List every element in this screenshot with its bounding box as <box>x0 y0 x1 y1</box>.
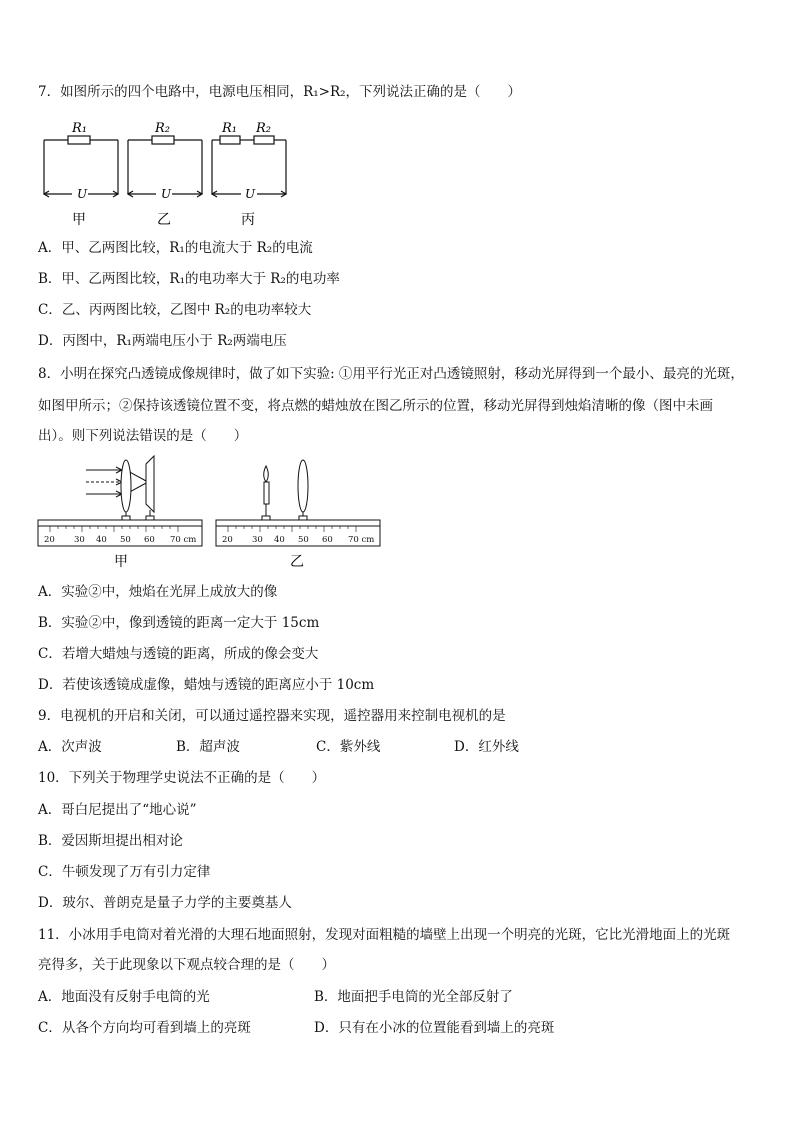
svg-text:60: 60 <box>144 535 155 545</box>
svg-text:50: 50 <box>298 535 309 545</box>
q8-stem-line-2: 如图甲所示；②保持该透镜位置不变，将点燃的蜡烛放在图乙所示的位置，移动光屏得到烛焰清晰的像（图中未画 <box>38 398 713 414</box>
svg-text:40: 40 <box>274 535 285 545</box>
svg-text:50: 50 <box>120 535 131 545</box>
q9-options <box>38 739 519 755</box>
svg-text:20: 20 <box>222 535 233 545</box>
q11-option-a: A．地面没有反射手电筒的光 <box>38 989 210 1005</box>
q11-option-c: C．从各个方向均可看到墙上的亮斑 <box>38 1020 251 1036</box>
q7-circuit-figure <box>40 116 290 228</box>
q11-option-b: B．地面把手电筒的光全部反射了 <box>314 989 513 1005</box>
q9-option-c: C．紫外线 <box>316 739 381 755</box>
circuit-yi-r2: R₂ <box>155 121 170 136</box>
q8-option-d: D．若使该透镜成虚像，蜡烛与透镜的距离应小于 10cm <box>38 677 375 693</box>
q10-option-b: B．爱因斯坦提出相对论 <box>38 833 183 849</box>
circuit-bing-caption: 丙 <box>241 212 255 228</box>
bench-jia <box>38 456 202 546</box>
q8-stem-line-3: 出）。则下列说法错误的是（ ） <box>38 428 248 444</box>
svg-text:20: 20 <box>44 535 55 545</box>
q7-stem: 7．如图所示的四个电路中，电源电压相同，R₁>R₂，下列说法正确的是（ ） <box>38 84 522 100</box>
q11-stem-line-2: 亮得多，关于此现象以下观点较合理的是（ ） <box>38 957 335 973</box>
q7-option-b: B．甲、乙两图比较，R₁的电功率大于 R₂的电功率 <box>38 271 340 287</box>
circuit-jia-r1: R₁ <box>72 121 87 136</box>
q10-stem: 10．下列关于物理学史说法不正确的是（ ） <box>38 770 326 786</box>
q7-option-c: C．乙、丙两图比较，乙图中 R₂的电功率较大 <box>38 302 312 318</box>
q10-option-a: A．哥白尼提出了“地心说” <box>38 802 197 818</box>
svg-text:70 cm: 70 cm <box>348 535 375 545</box>
q10-option-d: D．玻尔、普朗克是量子力学的主要奠基人 <box>38 895 292 911</box>
bench-yi <box>216 460 380 546</box>
q7-option-d: D．丙图中，R₁两端电压小于 R₂两端电压 <box>38 333 287 349</box>
circuit-yi-caption: 乙 <box>157 212 171 228</box>
svg-text:70 cm: 70 cm <box>170 535 197 545</box>
q9-option-d: D．红外线 <box>454 739 519 755</box>
circuit-jia-u: U <box>77 187 88 201</box>
svg-text:60: 60 <box>322 535 333 545</box>
q9-stem: 9．电视机的开启和关闭，可以通过遥控器来实现，遥控器用来控制电视机的是 <box>38 708 506 724</box>
q11-option-d: D．只有在小冰的位置能看到墙上的亮斑 <box>314 1020 555 1036</box>
q8-stem-line-1: 8．小明在探究凸透镜成像规律时，做了如下实验: ①用平行光正对凸透镜照射，移动光屏得到一个最小、最亮的光斑， <box>38 366 744 382</box>
svg-text:30: 30 <box>252 535 263 545</box>
circuit-bing-r1: R₁ <box>222 121 237 136</box>
q8-option-a: A．实验②中，烛焰在光屏上成放大的像 <box>38 584 278 600</box>
circuit-bing-r2: R₂ <box>256 121 271 136</box>
q11-stem-line-1: 11．小冰用手电筒对着光滑的大理石地面照射，发现对面粗糙的墙壁上出现一个明亮的光斑，它比光滑地面上的光斑 <box>38 927 731 943</box>
svg-text:30: 30 <box>74 535 85 545</box>
q8-optical-bench-figure <box>36 452 382 574</box>
q11-options-row-2 <box>38 1020 554 1036</box>
q9-option-a: A．次声波 <box>38 739 102 755</box>
q8-option-c: C．若增大蜡烛与透镜的距离，所成的像会变大 <box>38 646 319 662</box>
circuit-yi-u: U <box>161 187 172 201</box>
q7-option-a: A．甲、乙两图比较，R₁的电流大于 R₂的电流 <box>38 240 313 256</box>
circuit-bing-u: U <box>245 187 256 201</box>
q9-option-b: B．超声波 <box>176 739 240 755</box>
circuit-jia-caption: 甲 <box>72 212 86 228</box>
bench-yi-caption: 乙 <box>290 554 304 570</box>
q11-options-row-1 <box>38 989 513 1005</box>
svg-text:40: 40 <box>96 535 107 545</box>
q8-option-b: B．实验②中，像到透镜的距离一定大于 15cm <box>38 615 320 631</box>
bench-jia-caption: 甲 <box>114 554 128 570</box>
q10-option-c: C．牛顿发现了万有引力定律 <box>38 864 211 880</box>
